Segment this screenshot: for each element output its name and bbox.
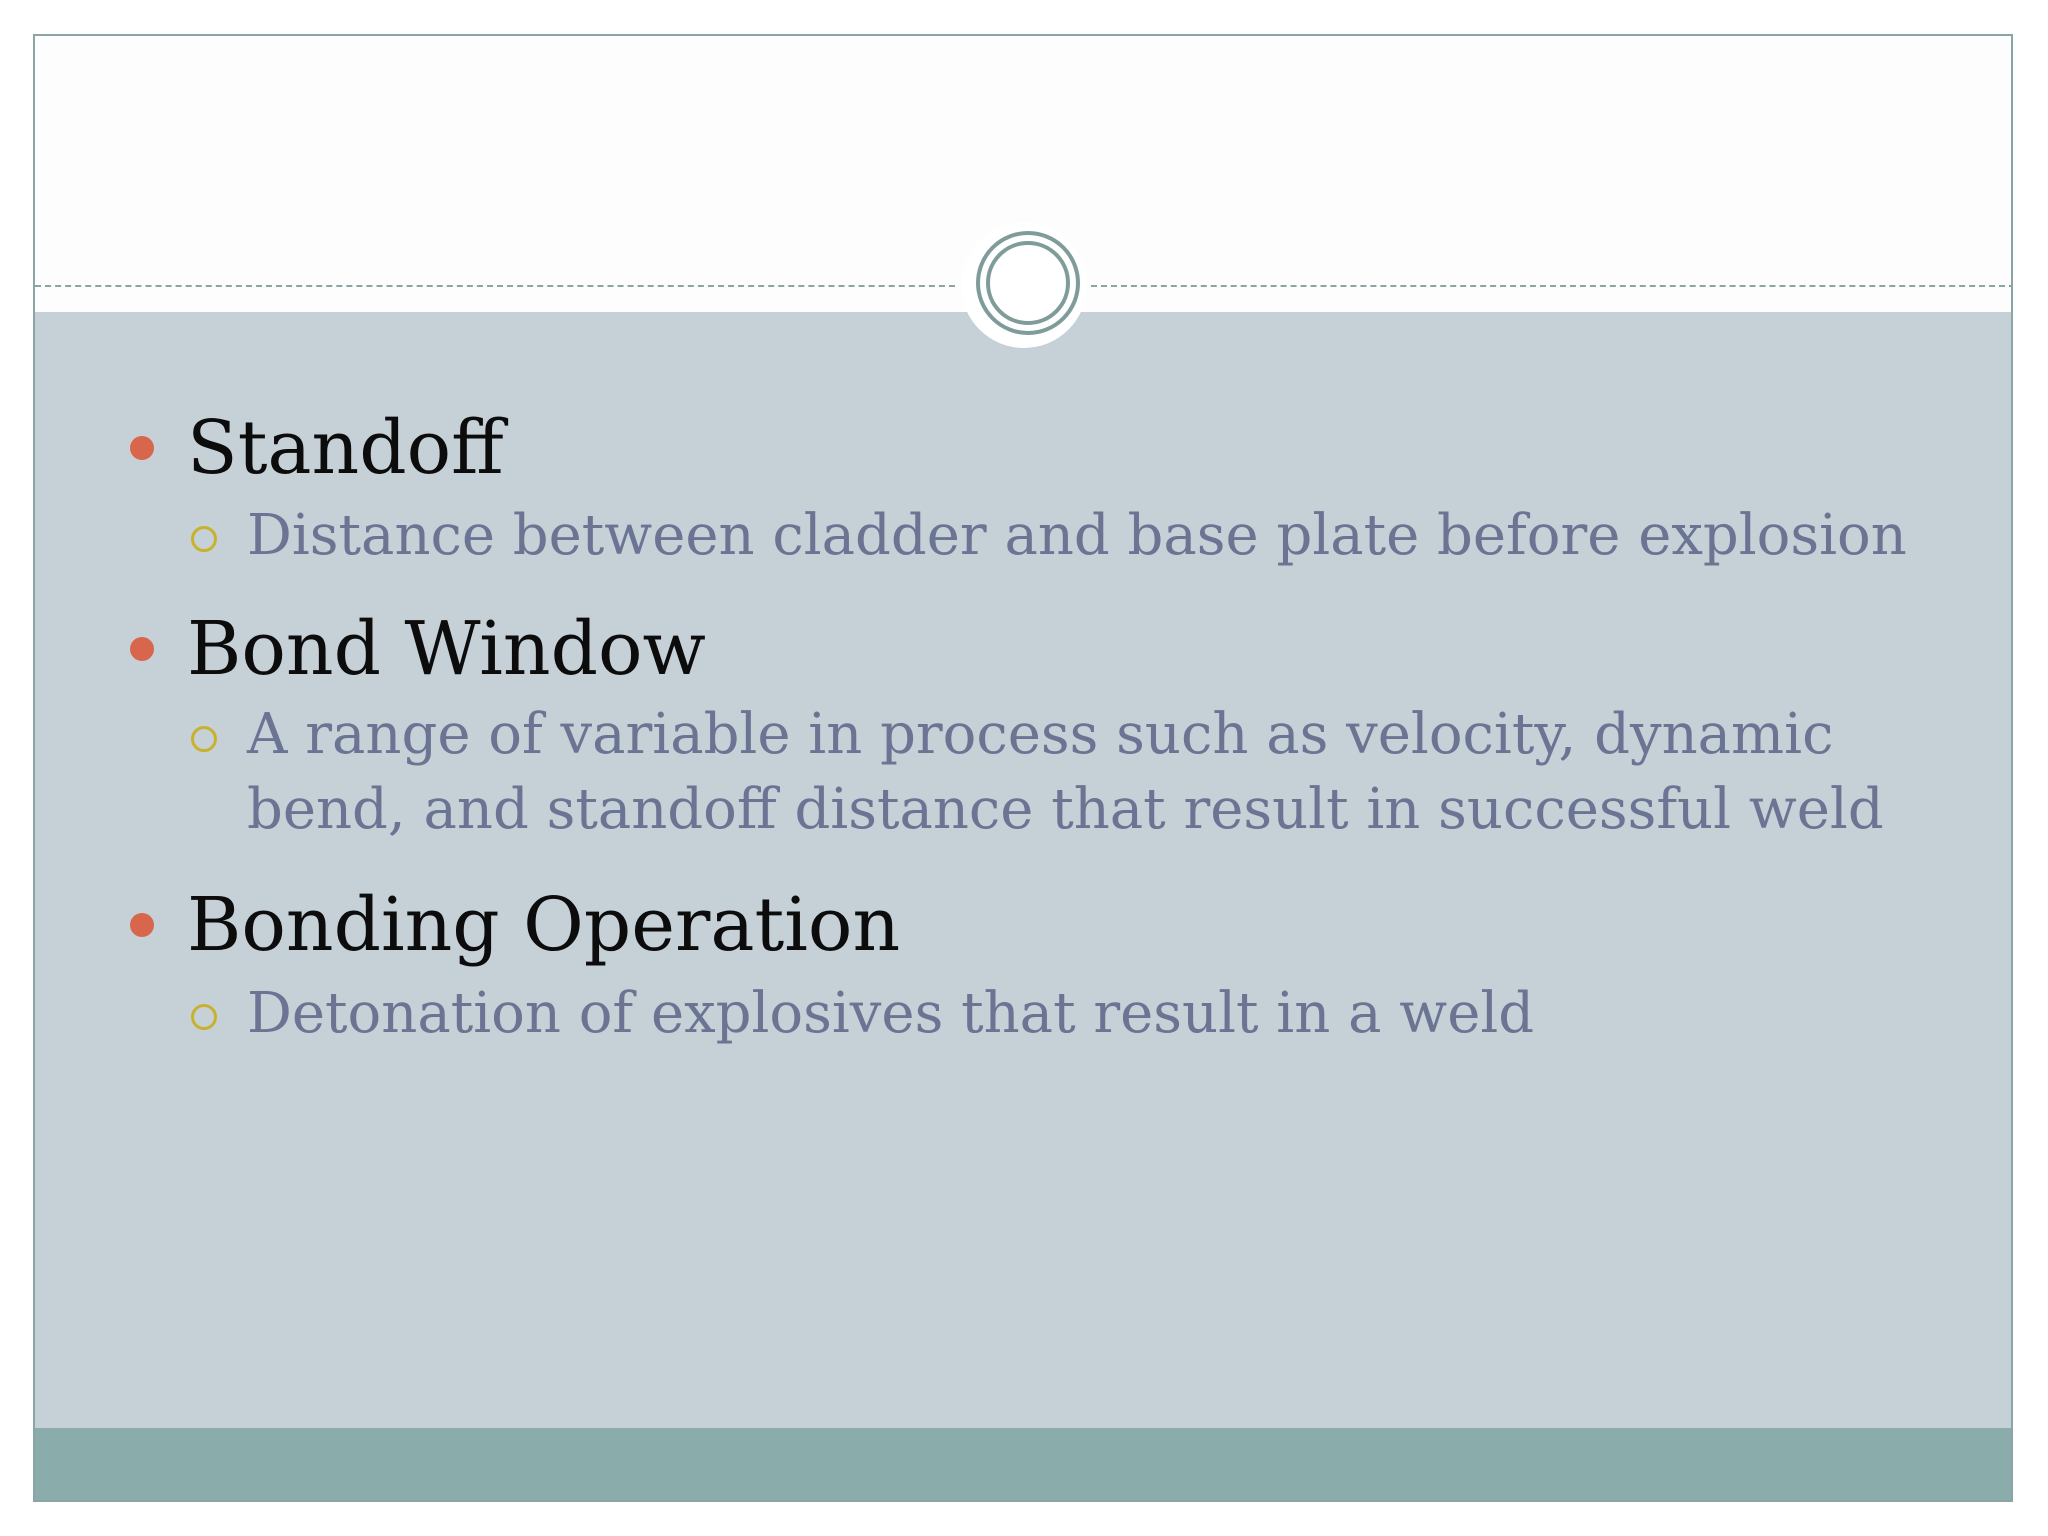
bullet-heading: Standoff [187,405,504,491]
bullet-heading: Bond Window [187,606,706,692]
bullet-detail: A range of variable in process such as velocity, dynamic bend, and standoff distance that result in successful weld [247,702,1884,842]
bullet-dot-icon [130,637,154,661]
bullet-detail: Detonation of explosives that result in a weld [247,981,1535,1046]
footer-band [35,1428,2011,1500]
bullet-list [35,36,2011,1500]
bullet-detail: Distance between cladder and base plate before explosion [247,503,1907,568]
slide [33,34,2013,1502]
bullet-dot-icon [130,436,154,460]
bullet-heading: Bonding Operation [187,882,901,968]
bullet-dot-icon [130,913,154,937]
sub-bullet-ring-icon [191,526,217,552]
sub-bullet-ring-icon [191,726,217,752]
sub-bullet-ring-icon [191,1004,217,1030]
